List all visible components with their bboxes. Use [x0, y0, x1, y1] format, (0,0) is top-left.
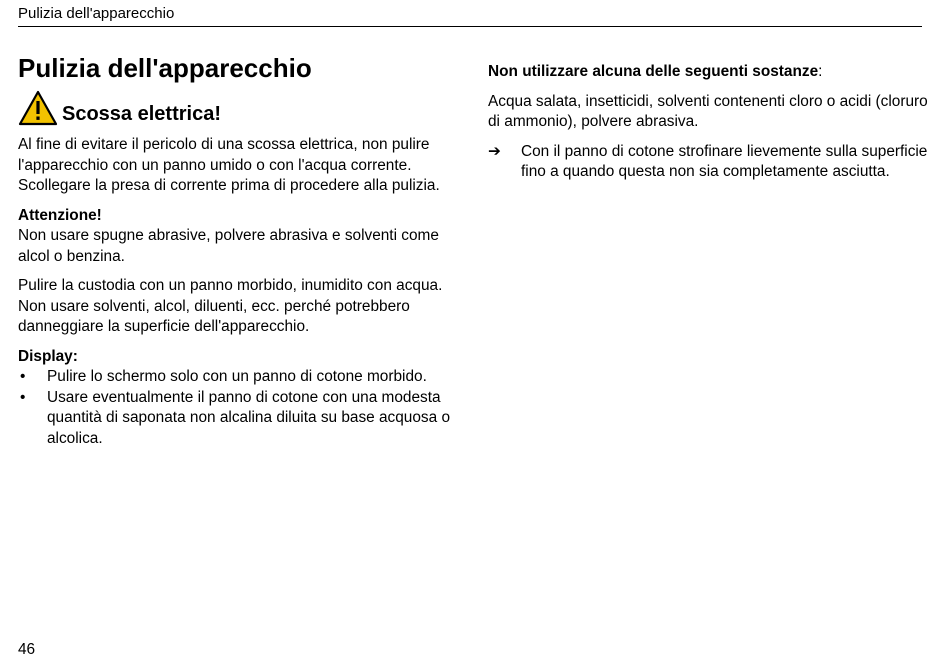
- warning-text: Al fine di evitare il pericolo di una scossa elettrica, non pulire l'apparecchio con un panno umido o con l'acqua corrente. Scollegare la presa di corrente prima di procedere alla pulizia.: [18, 136, 440, 194]
- bullet-icon: •: [20, 388, 26, 406]
- instruction-text: Con il panno di cotone strofinare lievemente sulla superficie fino a quando questa non sia completamente asciutta.: [521, 142, 928, 180]
- attention-text: Non usare spugne abrasive, polvere abrasiva e solventi come alcol o benzina.: [18, 227, 439, 265]
- left-column: [18, 52, 463, 449]
- display-list: [18, 367, 463, 449]
- housing-text: Pulire la custodia con un panno morbido, inumidito con acqua. Non usare solventi, alcol, diluenti, ecc. perché potrebbero danneggiare la superficie dell'apparecchio.: [18, 277, 443, 335]
- bullet-icon: •: [20, 368, 26, 385]
- instruction-step: [488, 142, 928, 183]
- running-title: Pulizia dell'apparecchio: [18, 5, 175, 22]
- running-header: [18, 4, 922, 27]
- warning-triangle-icon: [18, 90, 58, 126]
- warning-heading: [18, 90, 463, 126]
- right-column: [488, 62, 928, 183]
- arrow-right-icon: ➔: [488, 142, 501, 160]
- list-item: • Usare eventualmente il panno di cotone con una modesta quantità di saponata non alcalina diluita su base acquosa o alcolica.: [20, 388, 451, 447]
- display-label: Display:: [18, 347, 78, 365]
- substances-heading: Non utilizzare alcuna delle seguenti sostanze:: [488, 63, 823, 80]
- page-title: Pulizia dell'apparecchio: [18, 53, 312, 83]
- attention-block: [18, 206, 463, 268]
- attention-label: Attenzione!: [18, 206, 102, 224]
- substances-text: Acqua salata, insetticidi, solventi contenenti cloro o acidi (cloruro di ammonio), polvere abrasiva.: [488, 92, 928, 130]
- warning-title: Scossa elettrica!: [62, 103, 221, 125]
- page-number: 46: [18, 641, 36, 658]
- list-item: • Pulire lo schermo solo con un panno di cotone morbido.: [18, 367, 463, 388]
